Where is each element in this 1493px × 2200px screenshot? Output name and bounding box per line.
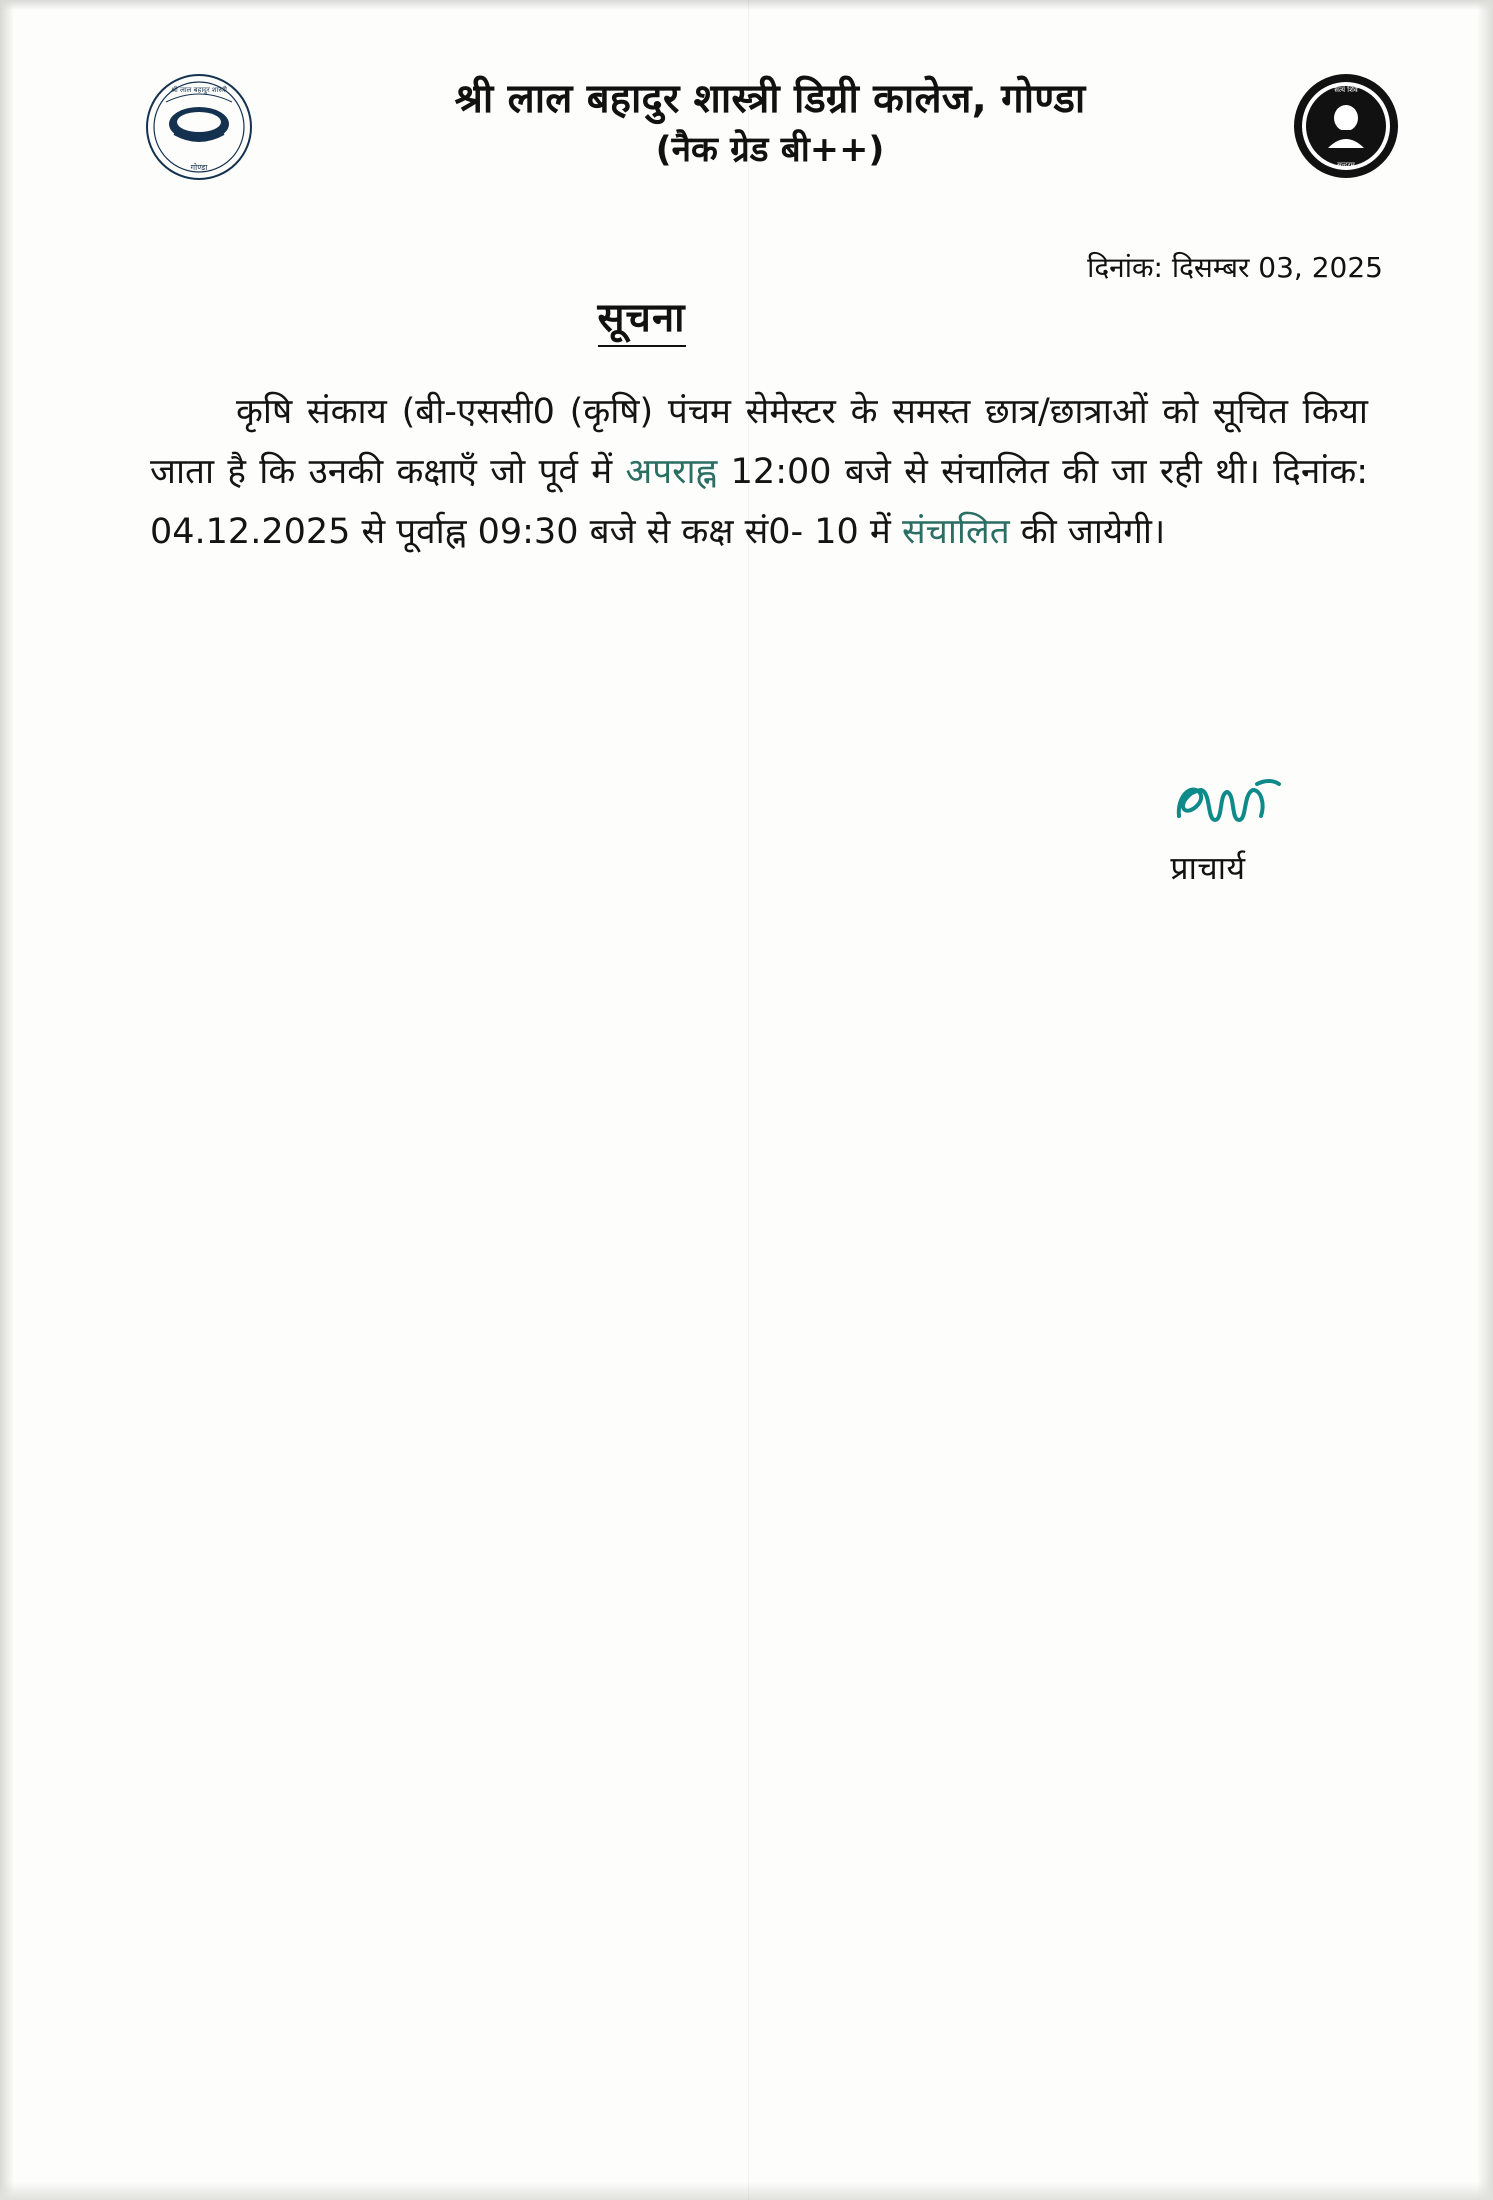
body-segment-2-highlight: अपराह्न [625,452,718,493]
naac-grade: (नैक ग्रेड बी++) [655,130,885,170]
college-name: श्री लाल बहादुर शास्त्री डिग्री कालेज, गोण्डा [454,76,1086,122]
subject-heading-wrap [0,288,1493,347]
svg-text:सत्यं शिवं: सत्यं शिवं [1334,86,1358,94]
header-titles [280,74,1260,174]
subject-heading: सूचना [598,288,686,347]
signature-designation: प्राचार्य [1170,849,1246,887]
date-line: दिनांक: दिसम्बर 03, 2025 [1087,251,1383,284]
naac-emblem-logo [1292,72,1400,180]
svg-text:गोण्डा: गोण्डा [190,163,208,172]
signature-block [1068,770,1348,889]
college-seal-logo [144,72,254,182]
svg-text:श्री लाल बहादुर शास्त्री: श्री लाल बहादुर शास्त्री [171,86,227,94]
svg-text:सुन्दरम्: सुन्दरम् [1337,161,1355,169]
body-segment-1: कृषि संकाय (बी-एससी0 (कृषि) पंचम सेमेस्टर के समस्त छात्र/छात्राओं को सूचित किया जाता है कि उनकी कक्षाएँ जो पूर्व में [150,392,1368,493]
body-segment-5: की जायेगी। [1009,512,1166,553]
principal-signature [1068,770,1348,844]
notice-body [150,382,1368,563]
document-header [120,62,1410,202]
body-segment-4-highlight: संचालित [901,512,1010,553]
body-segment-3: 12:00 बजे से संचालित की जा रही थी। दिनांक: 04.12.2025 से पूर्वाह्न 09:30 बजे से कक्ष सं0- 10 में [150,452,1368,553]
